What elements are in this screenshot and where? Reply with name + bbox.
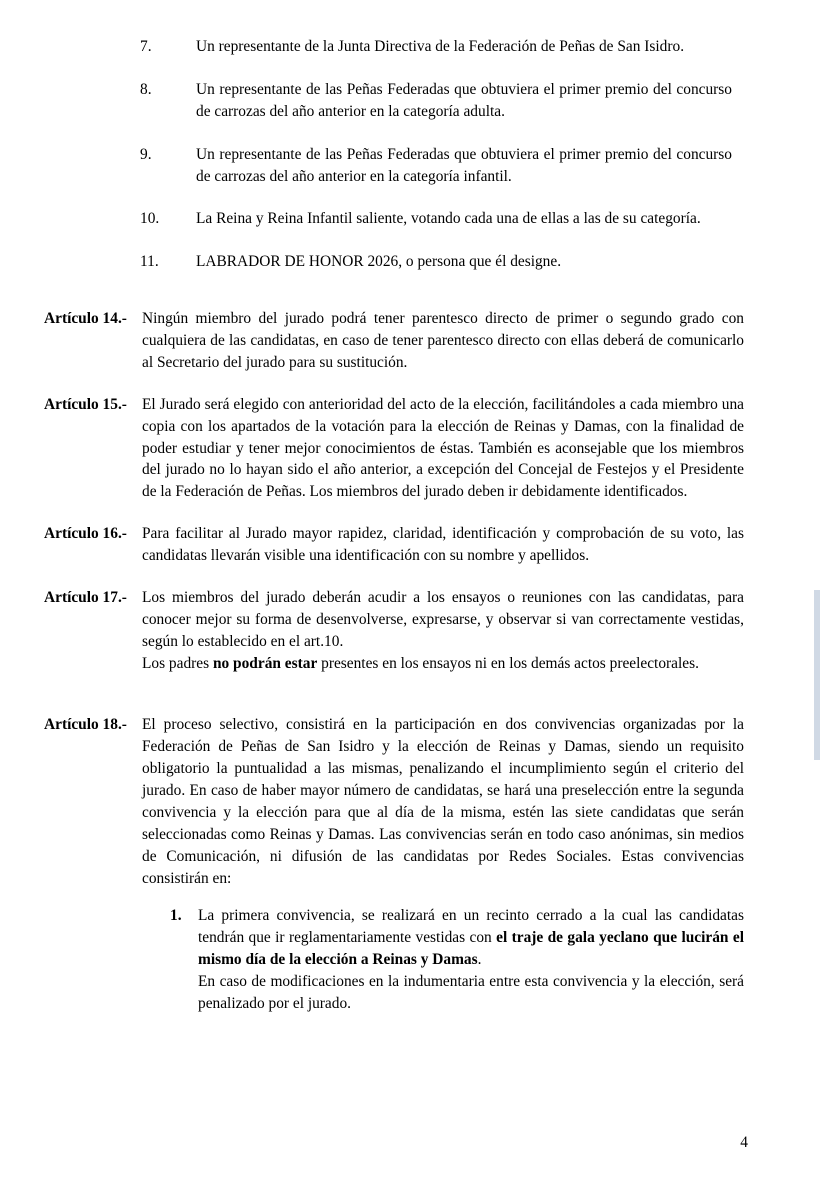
article-label: Artículo 14.- (44, 310, 127, 328)
sublist-item (170, 905, 744, 1014)
numbered-list (140, 36, 740, 273)
paragraph-text-lead: Los padres (142, 654, 213, 672)
list-item-number: 9. (140, 145, 152, 163)
article-sublist (142, 905, 744, 1014)
article-18 (44, 714, 748, 1014)
list-item-text: Un representante de las Peñas Federadas que obtuviera el primer premio del concurso de carrozas del año anterior en la categoría adulta. (196, 80, 732, 120)
article-paragraph: Ningún miembro del jurado podrá tener parentesco directo de primer o segundo grado con cualquiera de las candidatas, en caso de tener parentesco directo con ellas deberá de comunicarlo al Secretario del jurado para su sustitución. (142, 310, 744, 371)
article-paragraph: Los miembros del jurado deberán acudir a los ensayos o reuniones con las candidatas, para conocer mejor su forma de desenvolverse, expresarse, y observar si van correctamente vestidas, según lo establecido en el art.10. (142, 588, 744, 650)
list-item-number: 8. (140, 80, 152, 98)
list-item-number: 7. (140, 38, 152, 55)
list-item (140, 144, 740, 188)
article-body (142, 587, 748, 675)
article-label: Artículo 15.- (44, 395, 127, 413)
article-17 (44, 587, 748, 675)
sublist-item-text (198, 905, 744, 971)
article-label: Artículo 18.- (44, 716, 127, 734)
sublist-text-lead: La primera convivencia, se realizará en un recinto cerrado a la cual las candidatas tendrán que ir reglamentariamente vestidas con (198, 907, 744, 947)
sublist-text-tail: . (477, 951, 482, 969)
article-paragraph: El Jurado será elegido con anterioridad del acto de la elección, facilitándoles a cada miembro una copia con los apartados de la votación para la elección de Reinas y Damas, con la finalidad de poder estudiar y tener mejor conocimientos de éstas. También es aconsejable que los miembros del jurado no lo hayan sido el año anterior, a excepción del Concejal de Festejos y el Presidente de la Federación de Peñas. Los miembros del jurado deben ir debidamente identificados. (142, 395, 744, 501)
list-item-text: LABRADOR DE HONOR 2026, o persona que él designe. (196, 253, 562, 271)
sublist-item-text-secondary: En caso de modificaciones en la indumentaria entre esta convivencia y la elección, será penalizado por el jurado. (198, 973, 744, 1012)
article-label: Artículo 16.- (44, 525, 127, 543)
list-item-number: 11. (140, 253, 159, 271)
article-body (142, 308, 748, 374)
list-item (140, 79, 740, 123)
page-number: 4 (740, 1134, 748, 1151)
list-item-text: Un representante de las Peñas Federadas que obtuviera el primer premio del concurso de carrozas del año anterior en la categoría infantil. (196, 145, 732, 185)
article-body (142, 394, 748, 503)
list-item (140, 208, 740, 230)
list-item-number: 10. (140, 210, 160, 228)
article-16 (44, 523, 748, 567)
list-item-text: Un representante de la Junta Directiva de la Federación de Peñas de San Isidro. (196, 38, 685, 55)
list-item (140, 36, 740, 58)
list-item-text: La Reina y Reina Infantil saliente, votando cada una de ellas a las de su categoría. (196, 210, 701, 228)
scrollbar-indicator[interactable] (814, 590, 820, 760)
article-15 (44, 394, 748, 503)
article-body (142, 523, 748, 567)
sublist-item-number: 1. (170, 907, 182, 925)
article-paragraph: El proceso selectivo, consistirá en la participación en dos convivencias organizadas por la Federación de Peñas de San Isidro y la elección de Reinas y Damas, siendo un requisito obligatorio la puntualidad a las mismas, penalizando el incumplimiento según el criterio del jurado. En caso de haber mayor número de candidatas, se hará una preselección entre la segunda convivencia y la elección para que al día de la misma, estén las siete candidatas que serán seleccionadas como Reinas y Damas. Las convivencias serán en todo caso anónimas, sin medios de Comunicación, ni difusión de las candidatas por Redes Sociales. Estas convivencias consistirán en: (142, 716, 744, 887)
list-item (140, 251, 740, 273)
article-paragraph-secondary (142, 653, 744, 675)
article-14 (44, 308, 748, 374)
sublist-text-bold: el traje de gala yeclano que lucirán el mismo día de la elección a Reinas y Damas (198, 929, 744, 969)
article-paragraph: Para facilitar al Jurado mayor rapidez, claridad, identificación y comprobación de su voto, las candidatas llevarán visible una identificación con su nombre y apellidos. (142, 525, 744, 564)
article-label: Artículo 17.- (44, 588, 127, 606)
article-body (142, 714, 748, 1014)
paragraph-text-tail: presentes en los ensayos ni en los demás actos preelectorales. (317, 654, 699, 672)
paragraph-text-bold: no podrán estar (212, 654, 318, 672)
